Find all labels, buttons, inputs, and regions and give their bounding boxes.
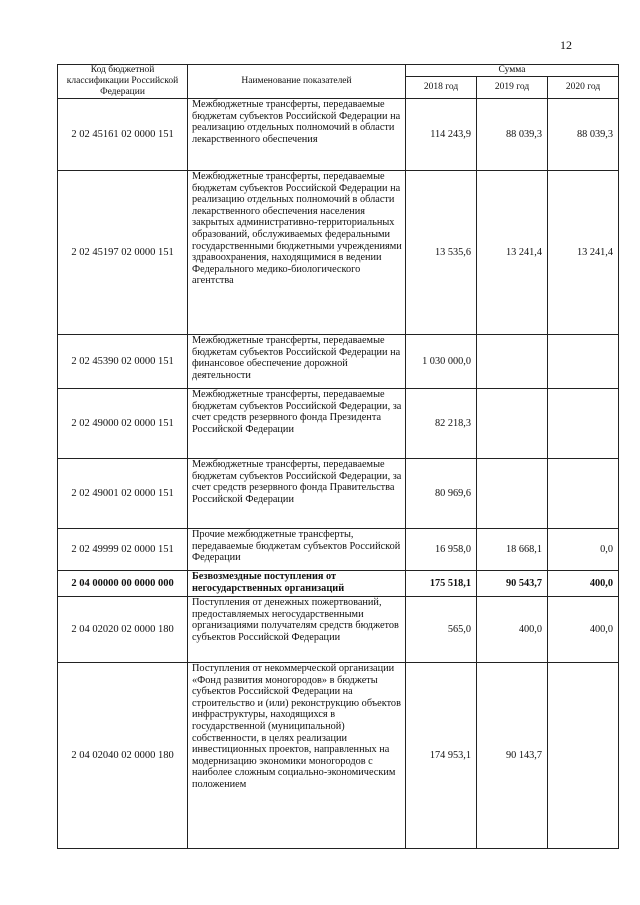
table-row [58,99,619,171]
row-code: 2 04 00000 00 0000 000 [58,571,188,597]
row-value-2020 [548,459,619,529]
row-value-2018: 16 958,0 [406,529,477,571]
row-value-2020: 13 241,4 [548,171,619,335]
table-row [58,459,619,529]
row-name: Межбюджетные трансферты, передаваемые бюджетам субъектов Российской Федерации на реализацию отдельных полномочий в области лекарственного обеспечения [188,99,406,171]
row-value-2019: 90 143,7 [477,663,548,849]
row-value-2018: 80 969,6 [406,459,477,529]
row-value-2020 [548,335,619,389]
header-sum: Сумма [406,65,619,77]
row-value-2019 [477,335,548,389]
table-row [58,571,619,597]
row-value-2019 [477,459,548,529]
row-value-2020: 400,0 [548,571,619,597]
header-year-2020: 2020 год [548,77,619,99]
row-name: Межбюджетные трансферты, передаваемые бюджетам субъектов Российской Федерации на финансовое обеспечение дорожной деятельности [188,335,406,389]
table-body [58,99,619,849]
row-value-2019: 13 241,4 [477,171,548,335]
row-name: Межбюджетные трансферты, передаваемые бюджетам субъектов Российской Федерации, за счет средств резервного фонда Правительства Российской Федерации [188,459,406,529]
header-name: Наименование показателей [188,65,406,99]
row-value-2018: 174 953,1 [406,663,477,849]
row-value-2018: 114 243,9 [406,99,477,171]
table-row [58,335,619,389]
row-name: Прочие межбюджетные трансферты, передаваемые бюджетам субъектов Российской Федерации [188,529,406,571]
budget-table [57,64,619,849]
row-code: 2 02 45197 02 0000 151 [58,171,188,335]
table-row [58,663,619,849]
row-value-2018: 175 518,1 [406,571,477,597]
row-value-2020 [548,389,619,459]
table-row [58,389,619,459]
row-code: 2 02 49001 02 0000 151 [58,459,188,529]
row-value-2019: 88 039,3 [477,99,548,171]
row-value-2018: 565,0 [406,597,477,663]
row-code: 2 04 02040 02 0000 180 [58,663,188,849]
header-year-2019: 2019 год [477,77,548,99]
row-name: Безвозмездные поступления от негосударственных организаций [188,571,406,597]
row-value-2019 [477,389,548,459]
row-value-2020: 0,0 [548,529,619,571]
row-value-2018: 13 535,6 [406,171,477,335]
page-number: 12 [560,38,572,52]
header-year-2018: 2018 год [406,77,477,99]
row-value-2020 [548,663,619,849]
table-row [58,529,619,571]
row-value-2019: 90 543,7 [477,571,548,597]
row-value-2019: 400,0 [477,597,548,663]
row-code: 2 02 49999 02 0000 151 [58,529,188,571]
row-value-2020: 400,0 [548,597,619,663]
row-name: Поступления от денежных пожертвований, предоставляемых негосударственными организациями получателям средств бюджетов субъектов Российской Федерации [188,597,406,663]
row-value-2018: 1 030 000,0 [406,335,477,389]
row-value-2018: 82 218,3 [406,389,477,459]
row-code: 2 02 49000 02 0000 151 [58,389,188,459]
table-row [58,171,619,335]
row-name: Поступления от некоммерческой организации «Фонд развития моногородов» в бюджеты субъектов Российской Федерации на строительство и (или) реконструкцию объектов инфраструктуры, находящихся в государственной (муниципальной) собственности, в целях реализации инвестиционных проектов, направленных на модернизацию экономики моногородов с наиболее сложным социально-экономическим положением [188,663,406,849]
row-name: Межбюджетные трансферты, передаваемые бюджетам субъектов Российской Федерации, за счет средств резервного фонда Президента Российской Федерации [188,389,406,459]
row-value-2019: 18 668,1 [477,529,548,571]
row-code: 2 04 02020 02 0000 180 [58,597,188,663]
row-name: Межбюджетные трансферты, передаваемые бюджетам субъектов Российской Федерации на реализацию отдельных полномочий в области лекарственного обеспечения населения закрытых административно-территориальных образований, обслуживаемых федеральными государственными бюджетными учреждениями здравоохранения, находящимися в ведении Федерального медико-биологического агентства [188,171,406,335]
table-header [58,65,619,99]
table-row [58,597,619,663]
row-value-2020: 88 039,3 [548,99,619,171]
header-code: Код бюджетной классификации Российской Федерации [58,65,188,99]
row-code: 2 02 45161 02 0000 151 [58,99,188,171]
row-code: 2 02 45390 02 0000 151 [58,335,188,389]
